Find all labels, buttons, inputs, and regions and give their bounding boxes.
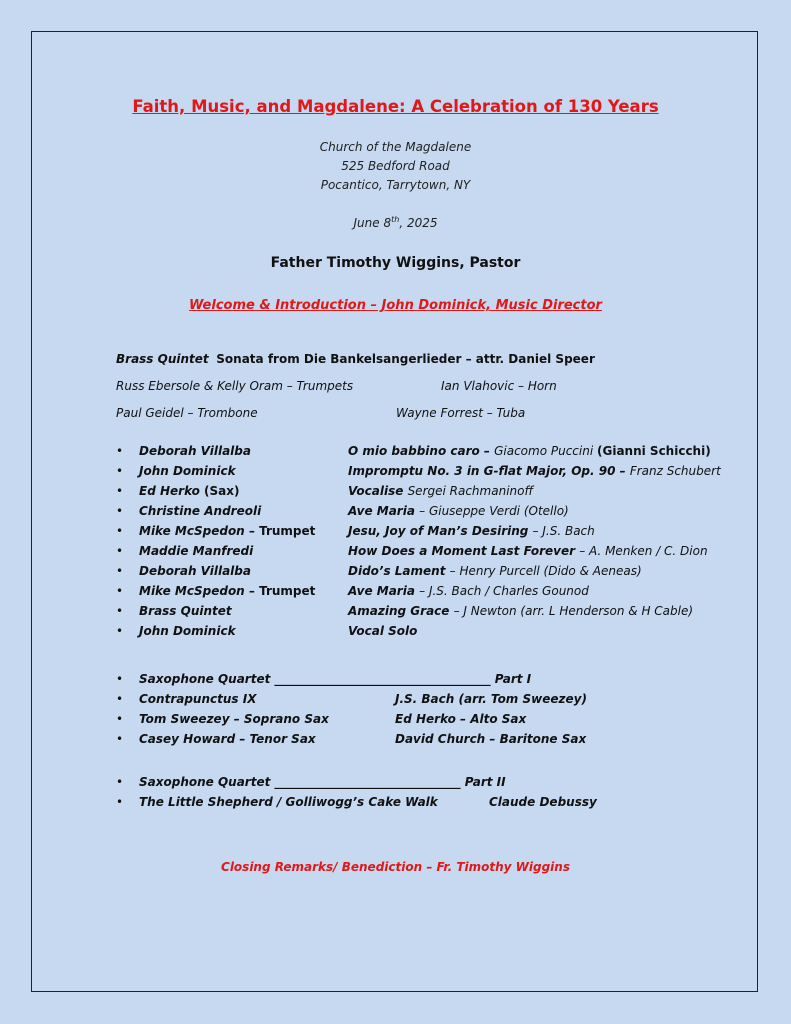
sax-row-right: J.S. Bach (arr. Tom Sweezey) <box>395 692 587 706</box>
work-title: Jesu, Joy of Man’s Desiring <box>348 524 533 538</box>
sax-part1-row <box>0 732 791 752</box>
bullet: • <box>116 584 124 598</box>
performer <box>139 544 253 558</box>
program-item <box>0 604 791 624</box>
performer <box>139 484 240 498</box>
performer-name: John Dominick <box>139 464 236 478</box>
work-composer: – Giuseppe Verdi (Otello) <box>419 504 569 518</box>
program-item <box>0 564 791 584</box>
work <box>348 604 693 618</box>
program-item <box>0 504 791 524</box>
work-composer: Giacomo Puccini <box>494 444 597 458</box>
work-title: Dido’s Lament <box>348 564 450 578</box>
work <box>348 504 569 518</box>
bullet: • <box>116 484 124 498</box>
bullet: • <box>116 524 124 538</box>
work-composer: Franz Schubert <box>629 464 721 478</box>
sax-part2-heading-row <box>0 775 791 795</box>
bullet: • <box>116 564 124 578</box>
program-item <box>0 464 791 484</box>
address-line-1: Church of the Magdalene <box>319 140 472 154</box>
sax-part2-composer: Claude Debussy <box>489 795 597 809</box>
program-item <box>0 484 791 504</box>
bullet: • <box>116 624 124 638</box>
page-title: Faith, Music, and Magdalene: A Celebration of 130 Years <box>132 97 659 116</box>
work-title: How Does a Moment Last Forever <box>348 544 580 558</box>
work-composer: Sergei Rachmaninoff <box>407 484 534 498</box>
program-item <box>0 624 791 644</box>
performer-name: John Dominick <box>139 624 236 638</box>
performer <box>139 464 236 478</box>
work-title: Vocalise <box>348 484 408 498</box>
bullet: • <box>116 464 124 478</box>
brass-horn: Ian Vlahovic – Horn <box>441 379 557 393</box>
work-composer: – A. Menken / C. Dion <box>579 544 708 558</box>
address-line-2: 525 Bedford Road <box>341 159 450 173</box>
pastor-name: Father Timothy Wiggins, Pastor <box>270 255 521 271</box>
event-date: June 8th, 2025 <box>353 215 438 230</box>
bullet: • <box>116 795 124 809</box>
performer <box>139 524 315 538</box>
performer <box>139 584 315 598</box>
work <box>348 584 589 598</box>
work-opera: (Gianni Schicchi) <box>597 444 711 458</box>
performer-role: – Trumpet <box>248 584 316 598</box>
work-title: Ave Maria <box>348 584 420 598</box>
sax-part2-piece: The Little Shepherd / Golliwogg’s Cake Walk <box>139 795 438 809</box>
performer <box>139 444 251 458</box>
performer <box>139 624 236 638</box>
work-composer: – Henry Purcell (Dido & Aeneas) <box>449 564 642 578</box>
sax-row-right: David Church – Baritone Sax <box>395 732 587 746</box>
bullet: • <box>116 775 124 789</box>
program-item <box>0 584 791 604</box>
work-composer: – J.S. Bach <box>532 524 595 538</box>
brass-quintet-line: Brass Quintet Sonata from Die Bankelsangerlieder – attr. Daniel Speer <box>116 352 595 366</box>
bullet: • <box>116 692 124 706</box>
performer-name: Mike McSpedon <box>139 524 249 538</box>
sax-part1-heading-row <box>0 672 791 692</box>
program-item <box>0 524 791 544</box>
performer-name: Mike McSpedon <box>139 584 249 598</box>
work-title: Amazing Grace <box>348 604 454 618</box>
brass-tuba: Wayne Forrest – Tuba <box>396 406 526 420</box>
bullet: • <box>116 712 124 726</box>
address-line-3: Pocantico, Tarrytown, NY <box>320 178 471 192</box>
performer-name: Maddie Manfredi <box>139 544 254 558</box>
work-title: Vocal Solo <box>348 624 418 638</box>
bullet: • <box>116 604 124 618</box>
program-item <box>0 544 791 564</box>
performer-name: Deborah Villalba <box>139 444 251 458</box>
performer-name: Ed Herko <box>139 484 205 498</box>
performer-name: Deborah Villalba <box>139 564 251 578</box>
work <box>348 564 642 578</box>
performer-role: – Trumpet <box>248 524 316 538</box>
performer <box>139 504 261 518</box>
bullet: • <box>116 544 124 558</box>
performer <box>139 604 232 618</box>
brass-trumpets: Russ Ebersole & Kelly Oram – Trumpets <box>116 379 354 393</box>
work-title: O mio babbino caro – <box>348 444 495 458</box>
work <box>348 484 533 498</box>
closing-remarks: Closing Remarks/ Benediction – Fr. Timothy Wiggins <box>221 860 570 874</box>
work-title: Impromptu No. 3 in G-flat Major, Op. 90 – <box>348 464 630 478</box>
bullet: • <box>116 504 124 518</box>
brass-trombone: Paul Geidel – Trombone <box>116 406 258 420</box>
performer <box>139 564 251 578</box>
sax-part2-heading: Saxophone Quartet _______________________________ Part II <box>139 775 506 789</box>
work-composer: – J.S. Bach / Charles Gounod <box>419 584 589 598</box>
sax-row-right: Ed Herko – Alto Sax <box>395 712 527 726</box>
program-item <box>0 444 791 464</box>
bullet: • <box>116 444 124 458</box>
bullet: • <box>116 732 124 746</box>
sax-row-left: Casey Howard – Tenor Sax <box>139 732 316 746</box>
bullet: • <box>116 672 124 686</box>
performer-role: (Sax) <box>204 484 240 498</box>
sax-part2-row <box>0 795 791 815</box>
sax-row-left: Tom Sweezey – Soprano Sax <box>139 712 329 726</box>
work <box>348 544 708 558</box>
work <box>348 444 711 458</box>
work-composer: – J Newton (arr. L Henderson & H Cable) <box>453 604 694 618</box>
work <box>348 624 417 638</box>
work-title: Ave Maria <box>348 504 420 518</box>
sax-part1-row <box>0 692 791 712</box>
performer-name: Brass Quintet <box>139 604 232 618</box>
sax-row-left: Contrapunctus IX <box>139 692 257 706</box>
work <box>348 464 721 478</box>
welcome-heading: Welcome & Introduction – John Dominick, Music Director <box>189 298 602 313</box>
sax-part1-row <box>0 712 791 732</box>
work <box>348 524 595 538</box>
performer-name: Christine Andreoli <box>139 504 262 518</box>
sax-part1-heading: Saxophone Quartet ____________________________________ Part I <box>139 672 532 686</box>
